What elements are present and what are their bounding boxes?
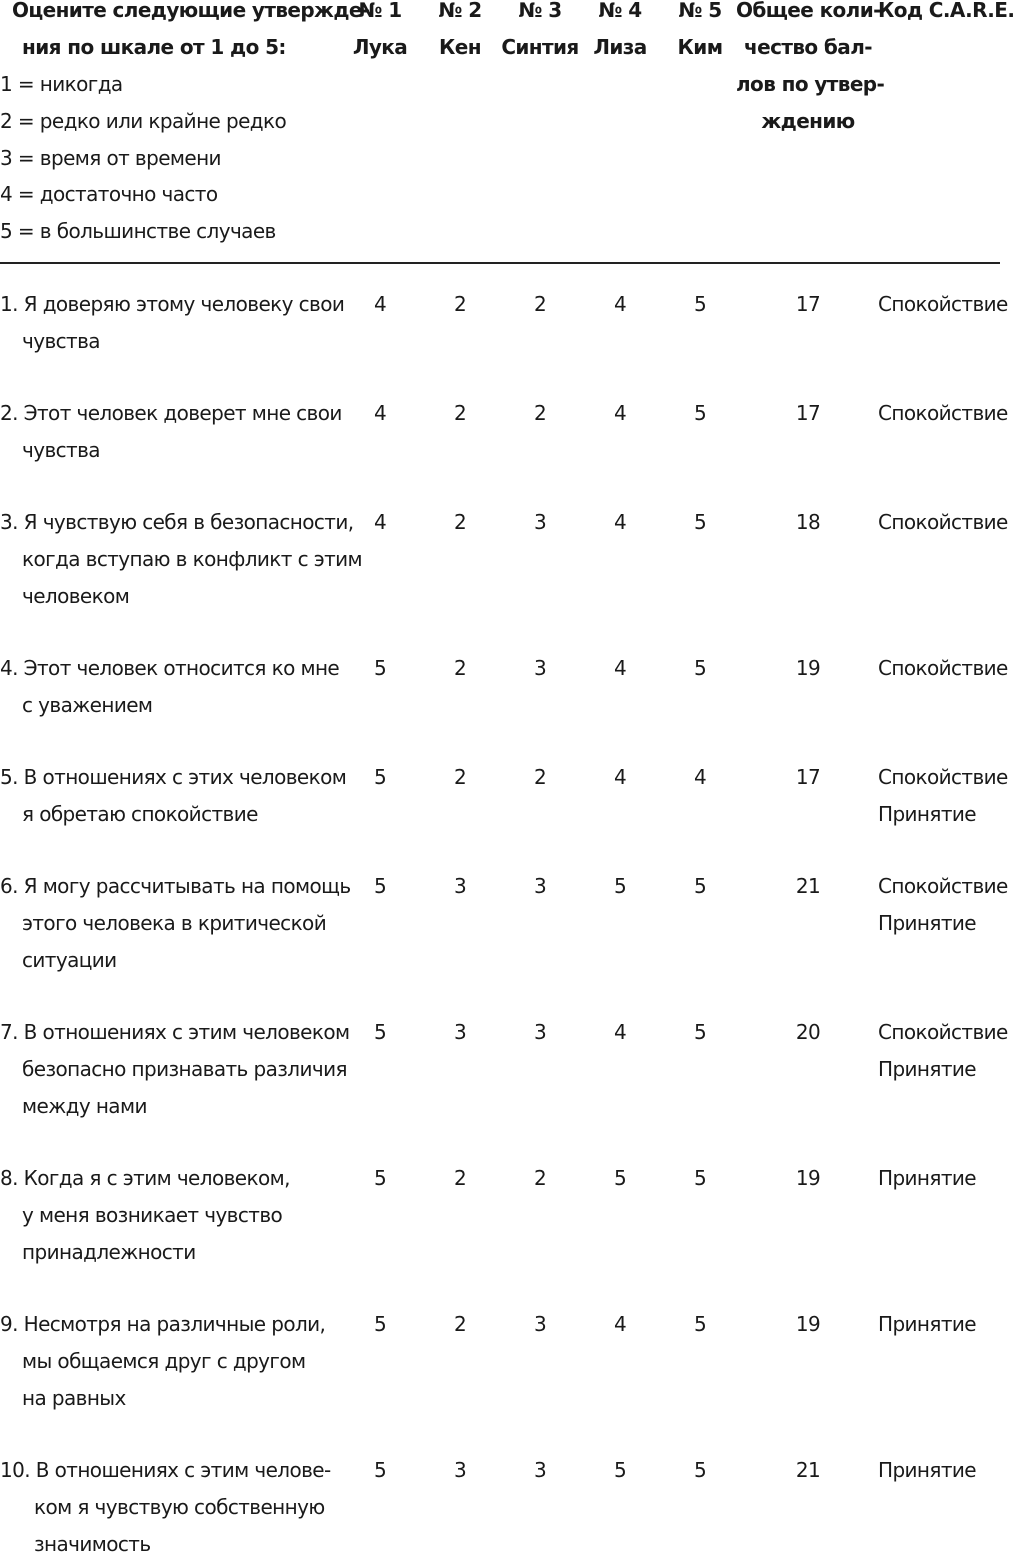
score-cell-4: 4 (613, 1020, 627, 1044)
score-cell-4: 5 (613, 874, 627, 898)
score-cell-5: 5 (693, 874, 707, 898)
column-1-name: Лука (352, 35, 408, 59)
care-code-label: Принятие (878, 1312, 976, 1336)
score-cell-2: 2 (453, 510, 467, 534)
column-3-number: № 3 (518, 0, 562, 22)
care-code-label: Спокойствие (878, 874, 1008, 898)
statement-line: ком я чувствую собственную (34, 1495, 325, 1519)
header-divider (0, 262, 1000, 264)
score-cell-5: 4 (693, 765, 707, 789)
care-code (878, 759, 1008, 833)
score-cell-4: 4 (613, 292, 627, 316)
care-code-label: Спокойствие (878, 510, 1008, 534)
instruction-title (12, 0, 370, 29)
score-cell-4: 4 (613, 765, 627, 789)
statement-text (0, 286, 350, 360)
score-cell-3: 2 (533, 401, 547, 425)
column-2-number: № 2 (438, 0, 482, 22)
statement-text (0, 395, 350, 469)
score-cell-3: 3 (533, 510, 547, 534)
statement-text (0, 1014, 350, 1125)
care-code-label: Спокойствие (878, 765, 1008, 789)
column-5-number: № 5 (678, 0, 722, 22)
care-code-label: Спокойствие (878, 1020, 1008, 1044)
care-code (878, 395, 1008, 432)
scale-item-1: 1 = никогда (0, 72, 123, 96)
statement-text (0, 1160, 350, 1271)
instruction-line-2: ния по шкале от 1 до 5: (22, 35, 286, 59)
care-code (878, 868, 1008, 942)
scale-item-5: 5 = в большинстве случаев (0, 219, 276, 243)
statement-line: 10. В отношениях с этим челове- (0, 1458, 331, 1482)
score-cell-1: 4 (373, 510, 387, 534)
statement-text (0, 759, 350, 833)
care-code (878, 1452, 1003, 1489)
care-code (878, 1306, 1003, 1343)
instruction-subtitle (22, 29, 286, 66)
scale-item-3: 3 = время от времени (0, 146, 221, 170)
score-cell-3: 3 (533, 656, 547, 680)
score-cell-3: 3 (533, 1312, 547, 1336)
instruction-line-1: Оцените следующие утвержде- (12, 0, 370, 22)
score-cell-2: 3 (453, 1020, 467, 1044)
statement-line: я обретаю спокойствие (22, 802, 258, 826)
score-cell-5: 5 (693, 510, 707, 534)
score-cell-4: 4 (613, 1312, 627, 1336)
statement-line: значимость (34, 1532, 151, 1556)
statement-line: чувства (22, 329, 100, 353)
statement-text (0, 504, 363, 615)
total-score: 17 (795, 401, 821, 425)
score-cell-4: 4 (613, 656, 627, 680)
score-cell-4: 5 (613, 1458, 627, 1482)
total-score: 17 (795, 292, 821, 316)
score-cell-1: 5 (373, 1166, 387, 1190)
care-code-label: Спокойствие (878, 292, 1008, 316)
statement-line: безопасно признавать различия (22, 1057, 347, 1081)
score-cell-1: 5 (373, 874, 387, 898)
statement-line: у меня возникает чувство (22, 1203, 283, 1227)
statement-line: 2. Этот человек доверет мне свои (0, 401, 342, 425)
care-code-label: Принятие (878, 1166, 976, 1190)
score-cell-3: 3 (533, 1020, 547, 1044)
statement-line: мы общаемся друг с другом (22, 1349, 306, 1373)
total-header-line-3: лов по утвер- (736, 72, 885, 96)
score-cell-4: 4 (613, 510, 627, 534)
code-header: Код C.A.R.E. (878, 0, 1014, 22)
care-code-label: Принятие (878, 1458, 976, 1482)
score-cell-5: 5 (693, 656, 707, 680)
care-code (878, 1160, 1003, 1197)
score-cell-2: 2 (453, 765, 467, 789)
total-score: 19 (795, 656, 821, 680)
score-cell-2: 3 (453, 874, 467, 898)
statement-line: 9. Несмотря на различные роли, (0, 1312, 326, 1336)
care-code-label: Спокойствие (878, 656, 1008, 680)
total-score: 21 (795, 874, 821, 898)
score-cell-1: 5 (373, 1458, 387, 1482)
score-cell-1: 4 (373, 401, 387, 425)
statement-text (0, 868, 350, 979)
total-score: 21 (795, 1458, 821, 1482)
column-1-number: № 1 (358, 0, 402, 22)
total-header-line-4: ждению (761, 109, 855, 133)
statement-line: 3. Я чувствую себя в безопасности, (0, 510, 354, 534)
column-4-number: № 4 (598, 0, 642, 22)
statement-line: между нами (22, 1094, 147, 1118)
score-cell-2: 2 (453, 401, 467, 425)
statement-text (0, 650, 350, 724)
score-cell-1: 5 (373, 765, 387, 789)
statement-line: когда вступаю в конфликт с этим (22, 547, 363, 571)
column-5-name: Ким (677, 35, 723, 59)
score-cell-3: 3 (533, 874, 547, 898)
care-code (878, 504, 1008, 541)
total-score: 20 (795, 1020, 821, 1044)
score-cell-2: 2 (453, 656, 467, 680)
scale-item-4: 4 = достаточно часто (0, 182, 218, 206)
statement-line: на равных (22, 1386, 126, 1410)
care-code-label: Принятие (878, 802, 976, 826)
score-cell-4: 5 (613, 1166, 627, 1190)
care-code (878, 1014, 1008, 1088)
column-3-name: Синтия (501, 35, 579, 59)
total-score: 17 (795, 765, 821, 789)
score-cell-3: 2 (533, 1166, 547, 1190)
statement-line: 4. Этот человек относится ко мне (0, 656, 340, 680)
score-cell-5: 5 (693, 1458, 707, 1482)
statement-line: 1. Я доверяю этому человеку свои (0, 292, 345, 316)
statement-line: человеком (22, 584, 130, 608)
care-code-label: Спокойствие (878, 401, 1008, 425)
score-cell-4: 4 (613, 401, 627, 425)
statement-line: ситуации (22, 948, 117, 972)
score-cell-5: 5 (693, 401, 707, 425)
care-code-label: Принятие (878, 1057, 976, 1081)
column-2-name: Кен (439, 35, 481, 59)
score-cell-5: 5 (693, 1020, 707, 1044)
score-cell-5: 5 (693, 1166, 707, 1190)
statement-text (0, 1452, 350, 1563)
total-score: 18 (795, 510, 821, 534)
total-header-line-1: Общее коли- (736, 0, 881, 22)
statement-text (0, 1306, 350, 1417)
score-cell-3: 2 (533, 765, 547, 789)
statement-line: 8. Когда я с этим человеком, (0, 1166, 290, 1190)
score-cell-3: 2 (533, 292, 547, 316)
scale-item-2: 2 = редко или крайне редко (0, 109, 287, 133)
total-header-line-2: чество бал- (744, 35, 872, 59)
score-cell-2: 2 (453, 1166, 467, 1190)
score-cell-1: 4 (373, 292, 387, 316)
score-cell-5: 5 (693, 1312, 707, 1336)
column-4-name: Лиза (593, 35, 647, 59)
statement-line: чувства (22, 438, 100, 462)
score-cell-2: 2 (453, 1312, 467, 1336)
score-cell-1: 5 (373, 656, 387, 680)
total-score: 19 (795, 1166, 821, 1190)
statement-line: с уважением (22, 693, 153, 717)
score-cell-1: 5 (373, 1020, 387, 1044)
score-cell-1: 5 (373, 1312, 387, 1336)
score-cell-3: 3 (533, 1458, 547, 1482)
score-cell-5: 5 (693, 292, 707, 316)
care-code-label: Принятие (878, 911, 976, 935)
total-score: 19 (795, 1312, 821, 1336)
statement-line: 5. В отношениях с этих человеком (0, 765, 347, 789)
care-code (878, 286, 1008, 323)
statement-line: 7. В отношениях с этим человеком (0, 1020, 350, 1044)
score-cell-2: 2 (453, 292, 467, 316)
care-code (878, 650, 1008, 687)
statement-line: этого человека в критической (22, 911, 327, 935)
score-cell-2: 3 (453, 1458, 467, 1482)
statement-line: принадлежности (22, 1240, 196, 1264)
statement-line: 6. Я могу рассчитывать на помощь (0, 874, 351, 898)
